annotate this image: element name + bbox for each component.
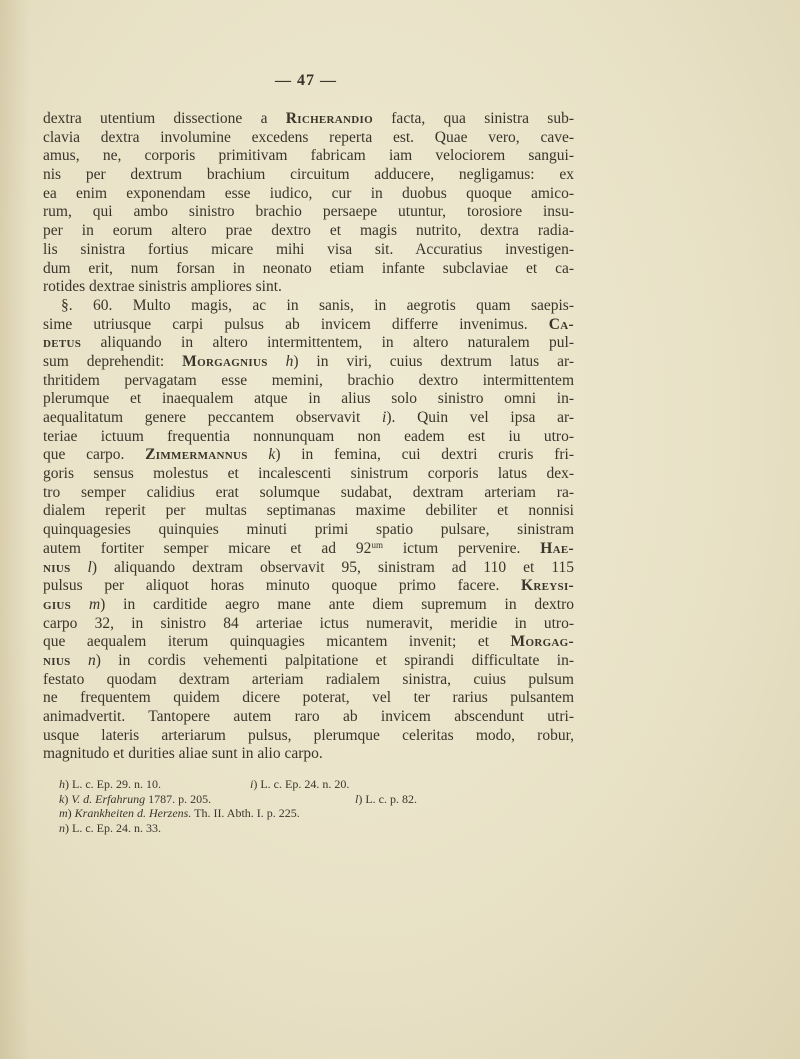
text-run: dialem reperit per multas septimanas maxime debiliter et nonnisi (43, 502, 574, 520)
italic-text: V. d. Erfahrung (71, 791, 146, 806)
small-caps-name: Hae- (540, 539, 574, 557)
text-line (43, 708, 574, 727)
text-line (43, 110, 574, 129)
italic-text: i (250, 777, 254, 791)
text-line (43, 166, 574, 185)
text-run: dum erit, num forsan in neonato etiam infante subclaviae et ca- (43, 259, 574, 277)
text-line (43, 316, 574, 335)
text-run: teriae ictuum frequentia nonnunquam non eadem est iu utro- (43, 427, 574, 445)
footnote (250, 777, 349, 792)
text-line (43, 353, 574, 372)
text-run: que aequalem iterum quinquagies micantem invenit; et (43, 633, 511, 651)
text-run: que carpo. (43, 446, 146, 464)
text-line (43, 633, 574, 652)
footnote (355, 792, 417, 807)
italic-text: i (382, 409, 387, 426)
text-line (43, 615, 574, 634)
footnote-row (59, 777, 579, 792)
text-run: §. 60. Multo magis, ac in sanis, in aegrotis quam saepis- (61, 296, 574, 314)
text-run: ) L. c. p. 82. (358, 791, 417, 806)
text-run: goris sensus molestus et incalescenti sinistrum corporis latus dex- (43, 465, 574, 483)
text-run: ) in femina, cui dextri cruris fri- (275, 446, 574, 464)
italic-text: h (59, 777, 65, 791)
text-run: ) L. c. Ep. 29. n. 10. (65, 777, 161, 791)
text-run: aliquando in altero intermittentem, in altero naturalem pul- (81, 334, 574, 352)
text-run: ) (64, 791, 72, 806)
small-caps-name: Ca- (548, 315, 574, 333)
text-run: quinquagesies quinquies minuti primi spatio pulsare, sinistram (43, 521, 574, 539)
text-run: 1787. p. 205. (145, 791, 212, 806)
text-run: rotides dextrae sinistris ampliores sint. (43, 278, 282, 296)
text-line (43, 372, 574, 391)
text-run (71, 559, 88, 576)
text-run: carpo 32, in sinistro 84 arteriae ictus numeravit, meridie in utro- (43, 614, 574, 632)
footnote-row (59, 821, 579, 836)
text-run: clavia dextra involumine excedens reperta est. Quae vero, cave- (43, 128, 574, 146)
text-run: ea enim exponendam esse iudico, cur in duobus quoque amico- (43, 184, 574, 202)
text-line (43, 129, 574, 148)
text-line (43, 390, 574, 409)
text-run: dextra utentium dissectione a (43, 110, 286, 127)
text-run: thritidem pervagatam esse memini, brachio dextro intermittentem (43, 371, 574, 389)
small-caps-name: Zimmermannus (145, 446, 248, 464)
small-caps-name: detus (43, 334, 82, 352)
text-line (43, 745, 574, 764)
text-line (43, 446, 574, 465)
text-line (43, 409, 574, 428)
text-run: ) in viri, cuius dextrum latus ar- (293, 352, 574, 370)
text-run: ) L. c. Ep. 24. n. 20. (253, 777, 350, 791)
text-run: plerumque et inaequalem atque in alius solo sinistro omni in- (43, 390, 574, 408)
text-run: Th. II. Abth. I. p. 225. (191, 806, 300, 820)
small-caps-name: Morgagnius (182, 352, 268, 370)
italic-text: k (59, 791, 65, 806)
footnote (59, 777, 161, 791)
text-run (71, 596, 89, 613)
text-run: ) aliquando dextram observavit 95, sinistram ad 110 et 115 (91, 558, 574, 576)
text-line (43, 652, 574, 671)
italic-text: Krankheiten d. Herzens. (74, 806, 192, 820)
italic-text: l (87, 558, 92, 576)
italic-text: m (88, 595, 101, 613)
footnote (59, 821, 161, 835)
text-run: nis per dextrum brachium circuitum adducere, negligamus: ex (43, 166, 574, 184)
page-edge-stain (0, 0, 30, 1059)
text-run: tro semper calidius erat solumque sudabat, dextram arteriam ra- (43, 483, 574, 501)
text-run: pulsus per aliquot horas minuto quoque primo facere. (43, 577, 522, 595)
footnote-row (59, 806, 579, 821)
text-run: magnitudo et durities aliae sunt in alio carpo. (43, 745, 323, 763)
italic-text: m (59, 806, 68, 820)
small-caps-name: Morgag- (510, 633, 574, 651)
text-run (71, 652, 88, 669)
text-line (43, 260, 574, 279)
text-run: ) in carditide aegro mane ante diem supremum in dextro (100, 595, 574, 613)
footnote (59, 792, 211, 806)
text-run: festato quodam dextram arteriam radialem sinistra, cuius pulsum (43, 670, 574, 688)
text-run: ). Quin vel ipsa ar- (386, 409, 574, 426)
text-line (43, 727, 574, 746)
superscript: um (371, 539, 383, 550)
text-line (43, 521, 574, 540)
small-caps-name: nius (43, 558, 71, 576)
small-caps-name: Richerandio (285, 110, 373, 127)
text-line (43, 278, 574, 297)
text-run: sime utriusque carpi pulsus ab invicem differre invenimus. (43, 315, 549, 333)
text-line (43, 203, 574, 222)
italic-text: n (87, 651, 96, 669)
small-caps-name: gius (43, 595, 72, 613)
text-run: rum, qui ambo sinistro brachio persaepe utuntur, torosiore insu- (43, 203, 574, 221)
text-line (43, 185, 574, 204)
text-run: facta, qua sinistra sub- (372, 110, 574, 127)
italic-text: l (355, 791, 359, 806)
italic-text: k (268, 446, 276, 464)
page-number: — 47 — (275, 72, 337, 89)
text-line (43, 596, 574, 615)
italic-text: h (285, 352, 294, 370)
text-line (43, 241, 574, 260)
footnotes (59, 777, 579, 835)
text-run: per in eorum altero prae dextro et magis nutrito, dextra radia- (43, 222, 574, 240)
text-line (43, 297, 574, 316)
text-run: autem fortiter semper micare et ad 92 (43, 539, 372, 557)
text-line (43, 577, 574, 596)
text-line (43, 540, 574, 559)
text-run (268, 353, 286, 370)
text-run: animadvertit. Tantopere autem raro ab invicem abscendunt utri- (43, 708, 574, 725)
text-run: ) in cordis vehementi palpitatione et spirandi difficultate in- (95, 651, 574, 669)
text-run: amus, ne, corporis primitivam fabricam iam velociorem sangui- (43, 147, 574, 165)
small-caps-name: nius (43, 651, 71, 669)
text-line (43, 559, 574, 578)
text-run: ) (67, 806, 75, 820)
text-line (43, 465, 574, 484)
text-line (43, 334, 574, 353)
footnote (59, 806, 300, 820)
text-line (43, 671, 574, 690)
footnote-row (59, 792, 579, 807)
text-run: ne frequentem quidem dicere poterat, vel ter rarius pulsantem (43, 689, 574, 707)
text-run: sum deprehendit: (43, 352, 183, 370)
text-line (43, 484, 574, 503)
text-run: ) L. c. Ep. 24. n. 33. (65, 820, 161, 835)
text-line (43, 502, 574, 521)
text-line (43, 689, 574, 708)
text-run: lis sinistra fortius micare mihi visa sit. Accuratius investigen- (43, 240, 574, 258)
text-run: ictum pervenire. (382, 539, 541, 557)
text-run (248, 446, 269, 463)
body-text (43, 110, 574, 764)
text-run: usque lateris arteriarum pulsus, plerumque celeritas modo, robur, (43, 726, 574, 744)
small-caps-name: Kreysi- (521, 577, 574, 595)
italic-text: n (59, 820, 65, 835)
text-line (43, 222, 574, 241)
text-line (43, 147, 574, 166)
text-line (43, 428, 574, 447)
text-run: aequalitatum genere peccantem observavit (43, 409, 383, 426)
